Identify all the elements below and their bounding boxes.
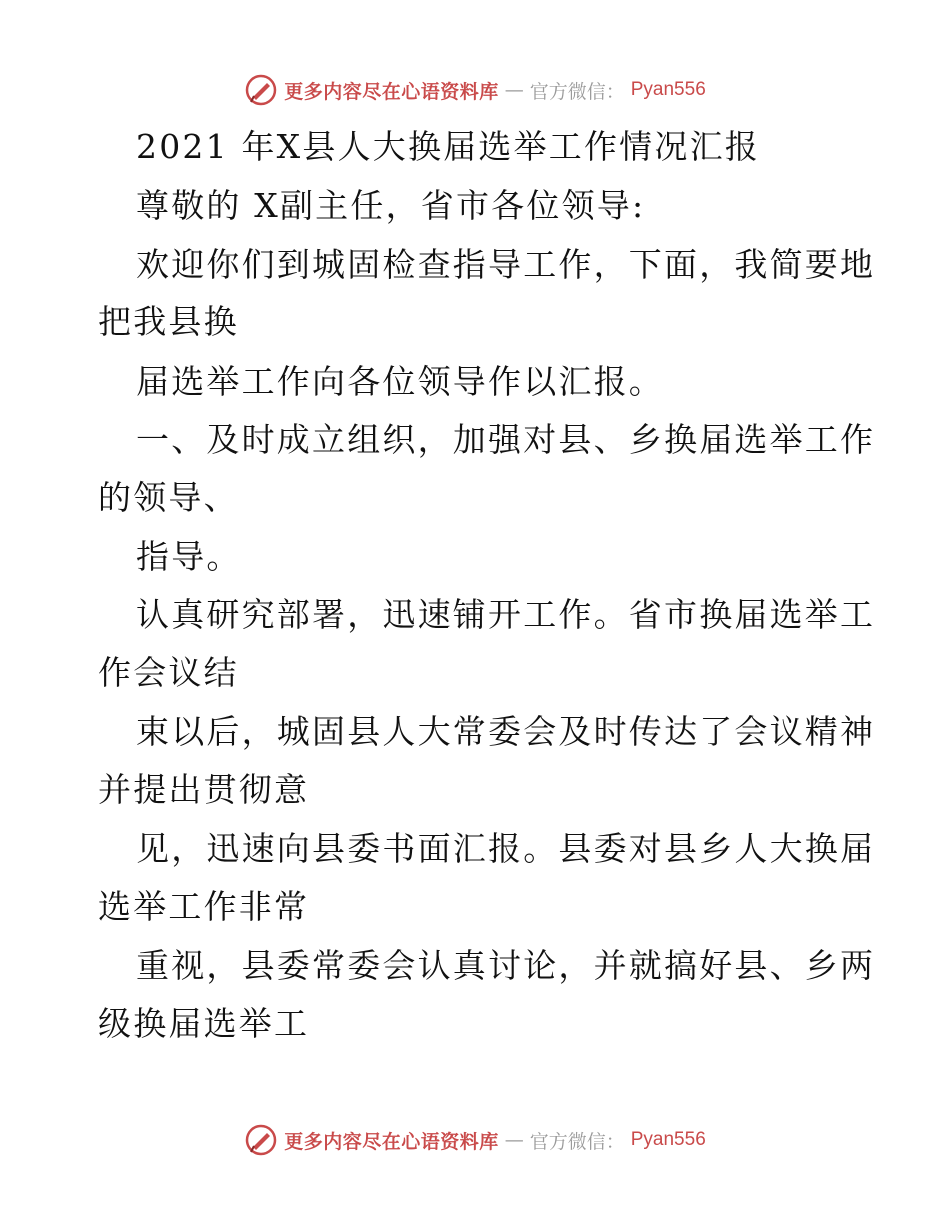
paragraph-line: 级换届选举工: [98, 1004, 310, 1043]
paragraph-line: 束以后，城固县人大常委会及时传达了会议精神: [136, 712, 876, 751]
paragraph-line: 见，迅速向县委书面汇报。县委对县乡人大换届: [136, 829, 876, 868]
footer-watermark: [0, 1120, 950, 1160]
paragraph-line: 作会议结: [98, 653, 239, 692]
salutation: 尊敬的 X副主任，省市各位领导:: [136, 186, 646, 225]
header-watermark: [0, 70, 950, 110]
document-title: 2021 年X县人大换届选举工作情况汇报: [136, 127, 760, 166]
watermark-wechat-id: Pyan556: [630, 1129, 706, 1150]
watermark-dash: —: [504, 79, 524, 101]
paragraph-line: 选举工作非常: [98, 887, 310, 926]
watermark-wechat-label: 官方微信：: [529, 1130, 625, 1153]
paragraph-line: 届选举工作向各位领导作以汇报。: [136, 362, 664, 401]
watermark-dash: —: [504, 1129, 524, 1151]
paragraph-line: 指导。: [136, 537, 242, 576]
paragraph-line: 欢迎你们到城固检查指导工作，下面，我简要地: [136, 245, 876, 284]
quill-logo-icon: [244, 1123, 278, 1157]
section-heading: 的领导、: [98, 478, 239, 517]
watermark-site-text: 更多内容尽在心语资料库: [284, 1130, 499, 1153]
watermark-site-text: 更多内容尽在心语资料库: [284, 80, 499, 103]
paragraph-line: 把我县换: [98, 302, 239, 341]
paragraph-line: 并提出贯彻意: [98, 770, 310, 809]
watermark-wechat-id: Pyan556: [630, 79, 706, 100]
paragraph-line: 认真研究部署，迅速铺开工作。省市换届选举工: [136, 595, 876, 634]
quill-logo-icon: [244, 73, 278, 107]
paragraph-line: 重视，县委常委会认真讨论，并就搞好县、乡两: [136, 946, 876, 985]
section-heading: 一、及时成立组织，加强对县、乡换届选举工作: [136, 420, 876, 459]
watermark-wechat-label: 官方微信：: [529, 80, 625, 103]
